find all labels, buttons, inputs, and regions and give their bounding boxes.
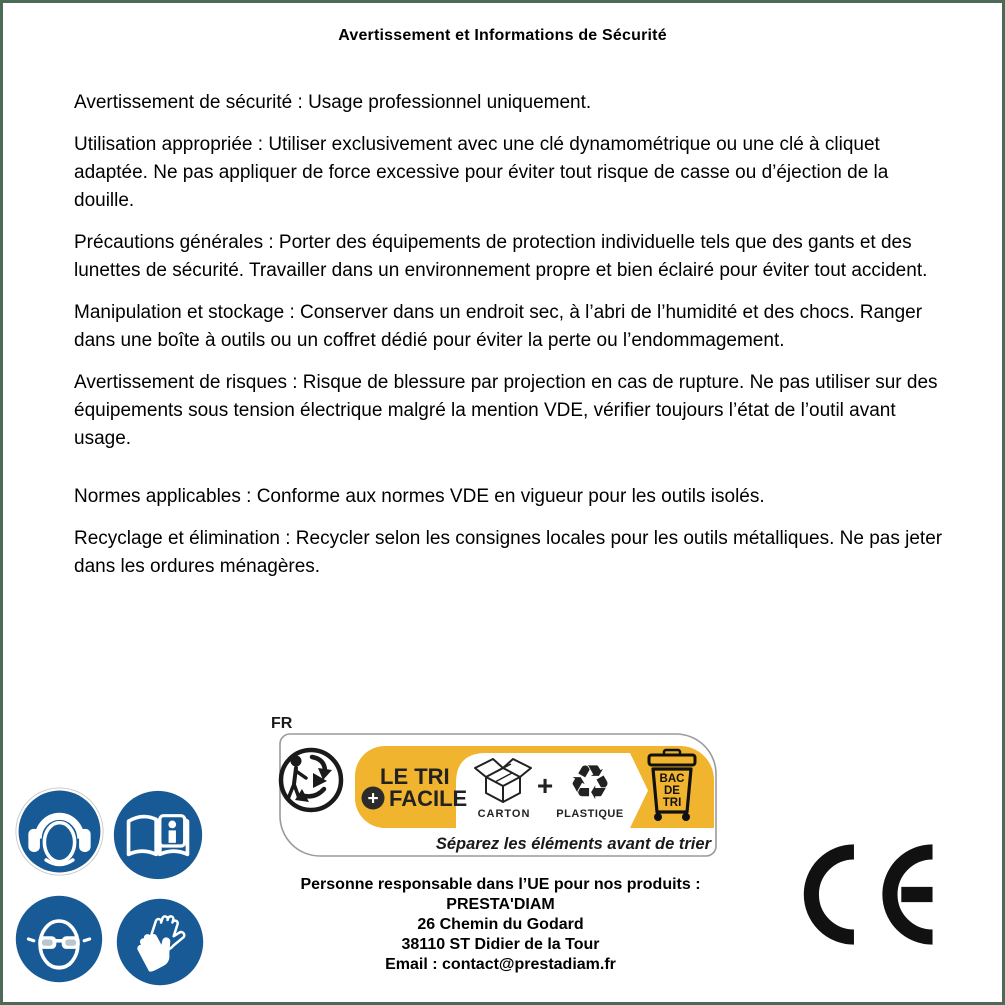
wear-ear-protection-icon xyxy=(15,787,104,876)
company-name: PRESTA'DIAM xyxy=(446,896,555,913)
materials-plus: + xyxy=(536,770,554,801)
address-line: 38110 ST Didier de la Tour xyxy=(401,936,600,953)
plastique-label: PLASTIQUE xyxy=(556,808,624,820)
fr-country-label: FR xyxy=(271,715,293,732)
headline-facile: FACILE xyxy=(389,786,468,811)
sorting-bin-icon xyxy=(649,750,695,821)
safety-paragraph: Normes applicables : Conforme aux normes VDE en vigueur pour les outils isolés. xyxy=(74,486,765,507)
safety-paragraph: Précautions générales : Porter des équipements de protection individuelle tels que des gants et des lunettes de sécurité. Travailler dans un environnement propre et bien éclairé pour éviter tout accident. xyxy=(74,232,928,281)
wear-protective-gloves-icon xyxy=(115,897,205,987)
headline-le-tri: LE TRI xyxy=(380,764,450,789)
plus-badge-glyph: + xyxy=(367,788,379,810)
read-instruction-manual-icon xyxy=(112,789,204,881)
bin-label-line: BAC xyxy=(659,773,685,785)
bin-label-line: TRI xyxy=(662,797,682,809)
address-line: 26 Chemin du Godard xyxy=(417,916,584,933)
responsible-heading: Personne responsable dans l’UE pour nos produits : xyxy=(300,876,701,893)
carton-label: CARTON xyxy=(477,808,531,820)
safety-paragraph: Manipulation et stockage : Conserver dans un endroit sec, à l’abri de l’humidité et des chocs. Ranger dans une boîte à outils ou un coffret dédié pour éviter la perte ou l’endommagement. xyxy=(74,302,923,351)
contact-email-line: Email : contact@prestadiam.fr xyxy=(385,956,616,973)
page-title: Avertissement et Informations de Sécurité xyxy=(338,27,667,44)
safety-paragraph: Avertissement de risques : Risque de blessure par projection en cas de rupture. Ne pas utiliser sur des équipements sous tension électrique malgré la mention VDE, vérifier toujours l’état de l’outil avant usage. xyxy=(74,372,938,449)
info-tri-recycling-label xyxy=(268,709,724,861)
info-tri-caption: Séparez les éléments avant de trier xyxy=(435,835,711,853)
bin-label-line: DE xyxy=(664,785,680,797)
safety-paragraph: Avertissement de sécurité : Usage professionnel uniquement. xyxy=(74,92,592,113)
responsible-person-block xyxy=(253,875,748,975)
wear-eye-protection-icon xyxy=(14,894,104,984)
ce-mark xyxy=(800,843,942,946)
safety-paragraph: Recyclage et élimination : Recycler selon les consignes locales pour les outils métalliques. Ne pas jeter dans les ordures ménagères. xyxy=(74,528,943,577)
safety-text-block xyxy=(74,89,947,595)
recycling-triangle-icon: ♻ xyxy=(568,755,612,811)
safety-paragraph: Utilisation appropriée : Utiliser exclusivement avec une clé dynamométrique ou une clé à cliquet adaptée. Ne pas appliquer de force excessive pour éviter tout risque de casse ou d’éjection de la douille. xyxy=(74,134,889,211)
